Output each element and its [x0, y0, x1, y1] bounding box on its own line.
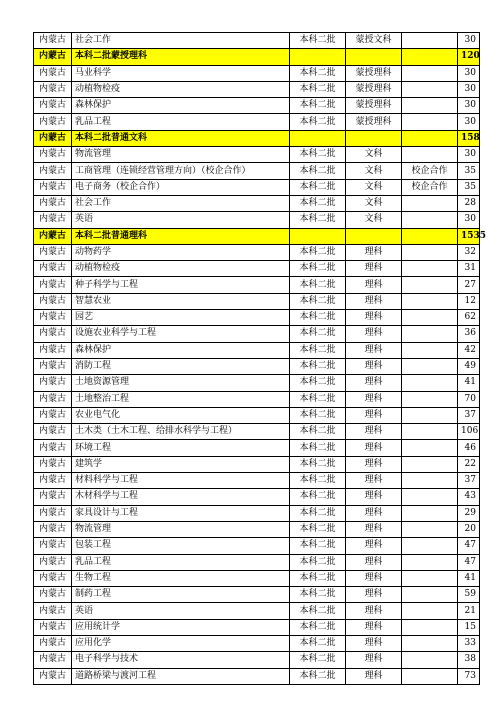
subject-type-cell — [346, 228, 402, 244]
quota-cell: 33 — [458, 635, 480, 651]
province-cell: 内蒙古 — [34, 391, 72, 407]
note-cell — [402, 619, 458, 635]
quota-cell: 42 — [458, 342, 480, 358]
table-row — [34, 570, 480, 586]
enrollment-table — [33, 32, 487, 685]
quota-cell: 35 — [458, 179, 480, 195]
table-row — [34, 473, 480, 489]
batch-cell: 本科二批 — [290, 114, 346, 130]
subject-type-cell: 蒙授文科 — [346, 33, 402, 49]
major-cell: 农业电气化 — [72, 407, 290, 423]
major-cell: 园艺 — [72, 310, 290, 326]
section-header-row — [34, 228, 480, 244]
major-cell: 材料科学与工程 — [72, 473, 290, 489]
table-row — [34, 310, 480, 326]
table-row — [34, 440, 480, 456]
subject-type-cell: 理科 — [346, 635, 402, 651]
table-row — [34, 456, 480, 472]
province-cell: 内蒙古 — [34, 163, 72, 179]
province-cell: 内蒙古 — [34, 521, 72, 537]
subject-type-cell: 理科 — [346, 619, 402, 635]
note-cell — [402, 33, 458, 49]
quota-cell: 31 — [458, 261, 480, 277]
batch-cell: 本科二批 — [290, 195, 346, 211]
province-cell: 内蒙古 — [34, 440, 72, 456]
table-row — [34, 147, 480, 163]
subject-type-cell: 理科 — [346, 358, 402, 374]
major-cell: 设施农业科学与工程 — [72, 326, 290, 342]
province-cell: 内蒙古 — [34, 505, 72, 521]
quota-cell: 20 — [458, 521, 480, 537]
province-cell: 内蒙古 — [34, 456, 72, 472]
province-cell: 内蒙古 — [34, 668, 72, 684]
note-cell — [402, 635, 458, 651]
table-row — [34, 98, 480, 114]
province-cell: 内蒙古 — [34, 424, 72, 440]
note-cell — [402, 195, 458, 211]
subject-type-cell: 理科 — [346, 261, 402, 277]
table-row — [34, 293, 480, 309]
quota-cell: 30 — [458, 147, 480, 163]
batch-cell: 本科二批 — [290, 440, 346, 456]
note-cell — [402, 375, 458, 391]
subject-type-cell: 文科 — [346, 147, 402, 163]
batch-cell: 本科二批 — [290, 375, 346, 391]
quota-cell: 29 — [458, 505, 480, 521]
table-row — [34, 114, 480, 130]
batch-cell: 本科二批 — [290, 179, 346, 195]
quota-cell: 27 — [458, 277, 480, 293]
batch-cell: 本科二批 — [290, 212, 346, 228]
note-cell — [402, 326, 458, 342]
major-cell: 木材科学与工程 — [72, 489, 290, 505]
subject-type-cell: 理科 — [346, 342, 402, 358]
province-cell: 内蒙古 — [34, 489, 72, 505]
quota-cell: 38 — [458, 652, 480, 668]
major-cell: 种子科学与工程 — [72, 277, 290, 293]
subject-type-cell — [346, 49, 402, 65]
table-body — [34, 33, 487, 685]
note-cell — [402, 49, 458, 65]
province-cell: 内蒙古 — [34, 228, 72, 244]
section-header-row — [34, 130, 480, 146]
note-cell — [402, 521, 458, 537]
subject-type-cell: 理科 — [346, 505, 402, 521]
batch-cell — [290, 130, 346, 146]
province-cell: 内蒙古 — [34, 293, 72, 309]
table-row — [34, 81, 480, 97]
table-row — [34, 33, 480, 49]
subject-type-cell: 理科 — [346, 554, 402, 570]
major-cell: 道路桥梁与渡河工程 — [72, 668, 290, 684]
batch-cell: 本科二批 — [290, 538, 346, 554]
quota-cell: 106 — [458, 424, 480, 440]
table-row — [34, 212, 480, 228]
province-cell: 内蒙古 — [34, 570, 72, 586]
table-row — [34, 668, 480, 684]
province-cell: 内蒙古 — [34, 310, 72, 326]
major-cell: 马业科学 — [72, 65, 290, 81]
note-cell — [402, 293, 458, 309]
major-cell: 应用化学 — [72, 635, 290, 651]
major-cell: 物流管理 — [72, 147, 290, 163]
table-row — [34, 603, 480, 619]
note-cell — [402, 456, 458, 472]
batch-cell: 本科二批 — [290, 261, 346, 277]
major-cell: 英语 — [72, 212, 290, 228]
table-row — [34, 65, 480, 81]
batch-cell: 本科二批 — [290, 473, 346, 489]
major-cell: 动物药学 — [72, 244, 290, 260]
province-cell: 内蒙古 — [34, 147, 72, 163]
subject-type-cell: 理科 — [346, 375, 402, 391]
province-cell: 内蒙古 — [34, 130, 72, 146]
note-cell — [402, 652, 458, 668]
quota-cell: 28 — [458, 195, 480, 211]
note-cell — [402, 554, 458, 570]
note-cell — [402, 81, 458, 97]
subject-type-cell: 理科 — [346, 391, 402, 407]
quota-cell: 73 — [458, 668, 480, 684]
subject-type-cell: 文科 — [346, 179, 402, 195]
table-row — [34, 375, 480, 391]
note-cell — [402, 277, 458, 293]
quota-cell: 30 — [458, 81, 480, 97]
province-cell: 内蒙古 — [34, 277, 72, 293]
note-cell — [402, 261, 458, 277]
major-cell: 电子科学与技术 — [72, 652, 290, 668]
major-cell: 本科二批蒙授理科 — [72, 49, 290, 65]
subject-type-cell: 理科 — [346, 277, 402, 293]
section-header-row — [34, 49, 480, 65]
note-cell — [402, 424, 458, 440]
note-cell — [402, 244, 458, 260]
note-cell — [402, 65, 458, 81]
quota-cell: 120 — [458, 49, 480, 65]
subject-type-cell: 文科 — [346, 212, 402, 228]
subject-type-cell: 文科 — [346, 163, 402, 179]
quota-cell: 30 — [458, 65, 480, 81]
quota-cell: 49 — [458, 358, 480, 374]
batch-cell: 本科二批 — [290, 277, 346, 293]
batch-cell: 本科二批 — [290, 342, 346, 358]
quota-cell: 37 — [458, 473, 480, 489]
major-cell: 制药工程 — [72, 587, 290, 603]
subject-type-cell: 蒙授理科 — [346, 98, 402, 114]
subject-type-cell: 理科 — [346, 293, 402, 309]
table-row — [34, 538, 480, 554]
quota-cell: 41 — [458, 570, 480, 586]
province-cell: 内蒙古 — [34, 652, 72, 668]
province-cell: 内蒙古 — [34, 619, 72, 635]
table-row — [34, 342, 480, 358]
subject-type-cell: 理科 — [346, 652, 402, 668]
subject-type-cell: 理科 — [346, 473, 402, 489]
quota-cell: 47 — [458, 538, 480, 554]
batch-cell: 本科二批 — [290, 293, 346, 309]
subject-type-cell: 理科 — [346, 424, 402, 440]
province-cell: 内蒙古 — [34, 114, 72, 130]
note-cell — [402, 310, 458, 326]
batch-cell: 本科二批 — [290, 147, 346, 163]
major-cell: 社会工作 — [72, 195, 290, 211]
table-row — [34, 424, 480, 440]
quota-cell: 41 — [458, 375, 480, 391]
note-cell — [402, 342, 458, 358]
quota-cell: 21 — [458, 603, 480, 619]
quota-cell: 12 — [458, 293, 480, 309]
province-cell: 内蒙古 — [34, 33, 72, 49]
batch-cell: 本科二批 — [290, 326, 346, 342]
batch-cell: 本科二批 — [290, 587, 346, 603]
province-cell: 内蒙古 — [34, 49, 72, 65]
batch-cell: 本科二批 — [290, 489, 346, 505]
batch-cell: 本科二批 — [290, 505, 346, 521]
province-cell: 内蒙古 — [34, 81, 72, 97]
note-cell — [402, 668, 458, 684]
batch-cell — [290, 228, 346, 244]
major-cell: 森林保护 — [72, 342, 290, 358]
subject-type-cell: 理科 — [346, 440, 402, 456]
note-cell — [402, 130, 458, 146]
major-cell: 建筑学 — [72, 456, 290, 472]
quota-cell: 37 — [458, 407, 480, 423]
table-row — [34, 277, 480, 293]
major-cell: 动植物检疫 — [72, 81, 290, 97]
quota-cell: 59 — [458, 587, 480, 603]
note-cell — [402, 98, 458, 114]
quota-cell: 35 — [458, 163, 480, 179]
province-cell: 内蒙古 — [34, 635, 72, 651]
major-cell: 英语 — [72, 603, 290, 619]
quota-cell: 1535 — [458, 228, 480, 244]
batch-cell: 本科二批 — [290, 310, 346, 326]
quota-cell: 32 — [458, 244, 480, 260]
province-cell: 内蒙古 — [34, 65, 72, 81]
subject-type-cell: 理科 — [346, 489, 402, 505]
subject-type-cell: 蒙授理科 — [346, 114, 402, 130]
batch-cell: 本科二批 — [290, 358, 346, 374]
subject-type-cell: 蒙授理科 — [346, 65, 402, 81]
major-cell: 物流管理 — [72, 521, 290, 537]
quota-cell: 30 — [458, 212, 480, 228]
major-cell: 土木类（土木工程、给排水科学与工程） — [72, 424, 290, 440]
batch-cell: 本科二批 — [290, 407, 346, 423]
quota-cell: 70 — [458, 391, 480, 407]
table-row — [34, 358, 480, 374]
batch-cell: 本科二批 — [290, 570, 346, 586]
province-cell: 内蒙古 — [34, 244, 72, 260]
note-cell — [402, 505, 458, 521]
note-cell — [402, 212, 458, 228]
batch-cell: 本科二批 — [290, 456, 346, 472]
note-cell — [402, 358, 458, 374]
major-cell: 社会工作 — [72, 33, 290, 49]
table-row — [34, 505, 480, 521]
table-row — [34, 407, 480, 423]
major-cell: 土地整治工程 — [72, 391, 290, 407]
table-row — [34, 554, 480, 570]
quota-cell: 30 — [458, 33, 480, 49]
province-cell: 内蒙古 — [34, 358, 72, 374]
subject-type-cell: 蒙授理科 — [346, 81, 402, 97]
province-cell: 内蒙古 — [34, 261, 72, 277]
subject-type-cell: 理科 — [346, 587, 402, 603]
quota-cell: 62 — [458, 310, 480, 326]
major-cell: 土地资源管理 — [72, 375, 290, 391]
note-cell — [402, 407, 458, 423]
subject-type-cell: 理科 — [346, 407, 402, 423]
table-row — [34, 652, 480, 668]
major-cell: 电子商务（校企合作） — [72, 179, 290, 195]
major-cell: 本科二批普通文科 — [72, 130, 290, 146]
quota-cell: 36 — [458, 326, 480, 342]
note-cell — [402, 538, 458, 554]
note-cell — [402, 603, 458, 619]
batch-cell: 本科二批 — [290, 391, 346, 407]
batch-cell: 本科二批 — [290, 81, 346, 97]
province-cell: 内蒙古 — [34, 587, 72, 603]
province-cell: 内蒙古 — [34, 212, 72, 228]
batch-cell: 本科二批 — [290, 554, 346, 570]
batch-cell: 本科二批 — [290, 635, 346, 651]
table-row — [34, 587, 480, 603]
table-row — [34, 261, 480, 277]
major-cell: 森林保护 — [72, 98, 290, 114]
batch-cell: 本科二批 — [290, 163, 346, 179]
batch-cell: 本科二批 — [290, 603, 346, 619]
subject-type-cell: 理科 — [346, 326, 402, 342]
quota-cell: 15 — [458, 619, 480, 635]
province-cell: 内蒙古 — [34, 326, 72, 342]
quota-cell: 30 — [458, 98, 480, 114]
subject-type-cell: 理科 — [346, 244, 402, 260]
subject-type-cell: 理科 — [346, 310, 402, 326]
batch-cell: 本科二批 — [290, 652, 346, 668]
major-cell: 乳品工程 — [72, 114, 290, 130]
major-cell: 应用统计学 — [72, 619, 290, 635]
batch-cell: 本科二批 — [290, 98, 346, 114]
batch-cell: 本科二批 — [290, 33, 346, 49]
batch-cell: 本科二批 — [290, 668, 346, 684]
note-cell — [402, 391, 458, 407]
province-cell: 内蒙古 — [34, 195, 72, 211]
major-cell: 消防工程 — [72, 358, 290, 374]
table-row — [34, 521, 480, 537]
batch-cell: 本科二批 — [290, 244, 346, 260]
table-row — [34, 244, 480, 260]
quota-cell: 22 — [458, 456, 480, 472]
major-cell: 包装工程 — [72, 538, 290, 554]
subject-type-cell: 理科 — [346, 570, 402, 586]
table-row — [34, 195, 480, 211]
major-cell: 工商管理（连锁经营管理方向）（校企合作） — [72, 163, 290, 179]
table-row — [34, 619, 480, 635]
note-cell: 校企合作 — [402, 163, 458, 179]
note-cell — [402, 228, 458, 244]
province-cell: 内蒙古 — [34, 473, 72, 489]
major-cell: 动植物检疫 — [72, 261, 290, 277]
quota-cell: 47 — [458, 554, 480, 570]
note-cell — [402, 489, 458, 505]
subject-type-cell: 文科 — [346, 195, 402, 211]
subject-type-cell: 理科 — [346, 456, 402, 472]
note-cell — [402, 587, 458, 603]
batch-cell: 本科二批 — [290, 424, 346, 440]
province-cell: 内蒙古 — [34, 342, 72, 358]
batch-cell: 本科二批 — [290, 65, 346, 81]
note-cell: 校企合作 — [402, 179, 458, 195]
province-cell: 内蒙古 — [34, 554, 72, 570]
note-cell — [402, 473, 458, 489]
table-row — [34, 163, 480, 179]
table-row — [34, 635, 480, 651]
table-row — [34, 326, 480, 342]
subject-type-cell: 理科 — [346, 538, 402, 554]
major-cell: 环境工程 — [72, 440, 290, 456]
province-cell: 内蒙古 — [34, 179, 72, 195]
table-row — [34, 391, 480, 407]
subject-type-cell — [346, 130, 402, 146]
table-row — [34, 489, 480, 505]
major-cell: 本科二批普通理科 — [72, 228, 290, 244]
province-cell: 内蒙古 — [34, 538, 72, 554]
subject-type-cell: 理科 — [346, 521, 402, 537]
province-cell: 内蒙古 — [34, 375, 72, 391]
quota-cell: 158 — [458, 130, 480, 146]
subject-type-cell: 理科 — [346, 668, 402, 684]
quota-cell: 43 — [458, 489, 480, 505]
note-cell — [402, 147, 458, 163]
table-row — [34, 179, 480, 195]
province-cell: 内蒙古 — [34, 407, 72, 423]
batch-cell — [290, 49, 346, 65]
major-cell: 家具设计与工程 — [72, 505, 290, 521]
major-cell: 智慧农业 — [72, 293, 290, 309]
quota-cell: 30 — [458, 114, 480, 130]
batch-cell: 本科二批 — [290, 619, 346, 635]
quota-cell: 46 — [458, 440, 480, 456]
province-cell: 内蒙古 — [34, 603, 72, 619]
province-cell: 内蒙古 — [34, 98, 72, 114]
batch-cell: 本科二批 — [290, 521, 346, 537]
note-cell — [402, 440, 458, 456]
note-cell — [402, 114, 458, 130]
note-cell — [402, 570, 458, 586]
major-cell: 生物工程 — [72, 570, 290, 586]
major-cell: 乳品工程 — [72, 554, 290, 570]
subject-type-cell: 理科 — [346, 603, 402, 619]
